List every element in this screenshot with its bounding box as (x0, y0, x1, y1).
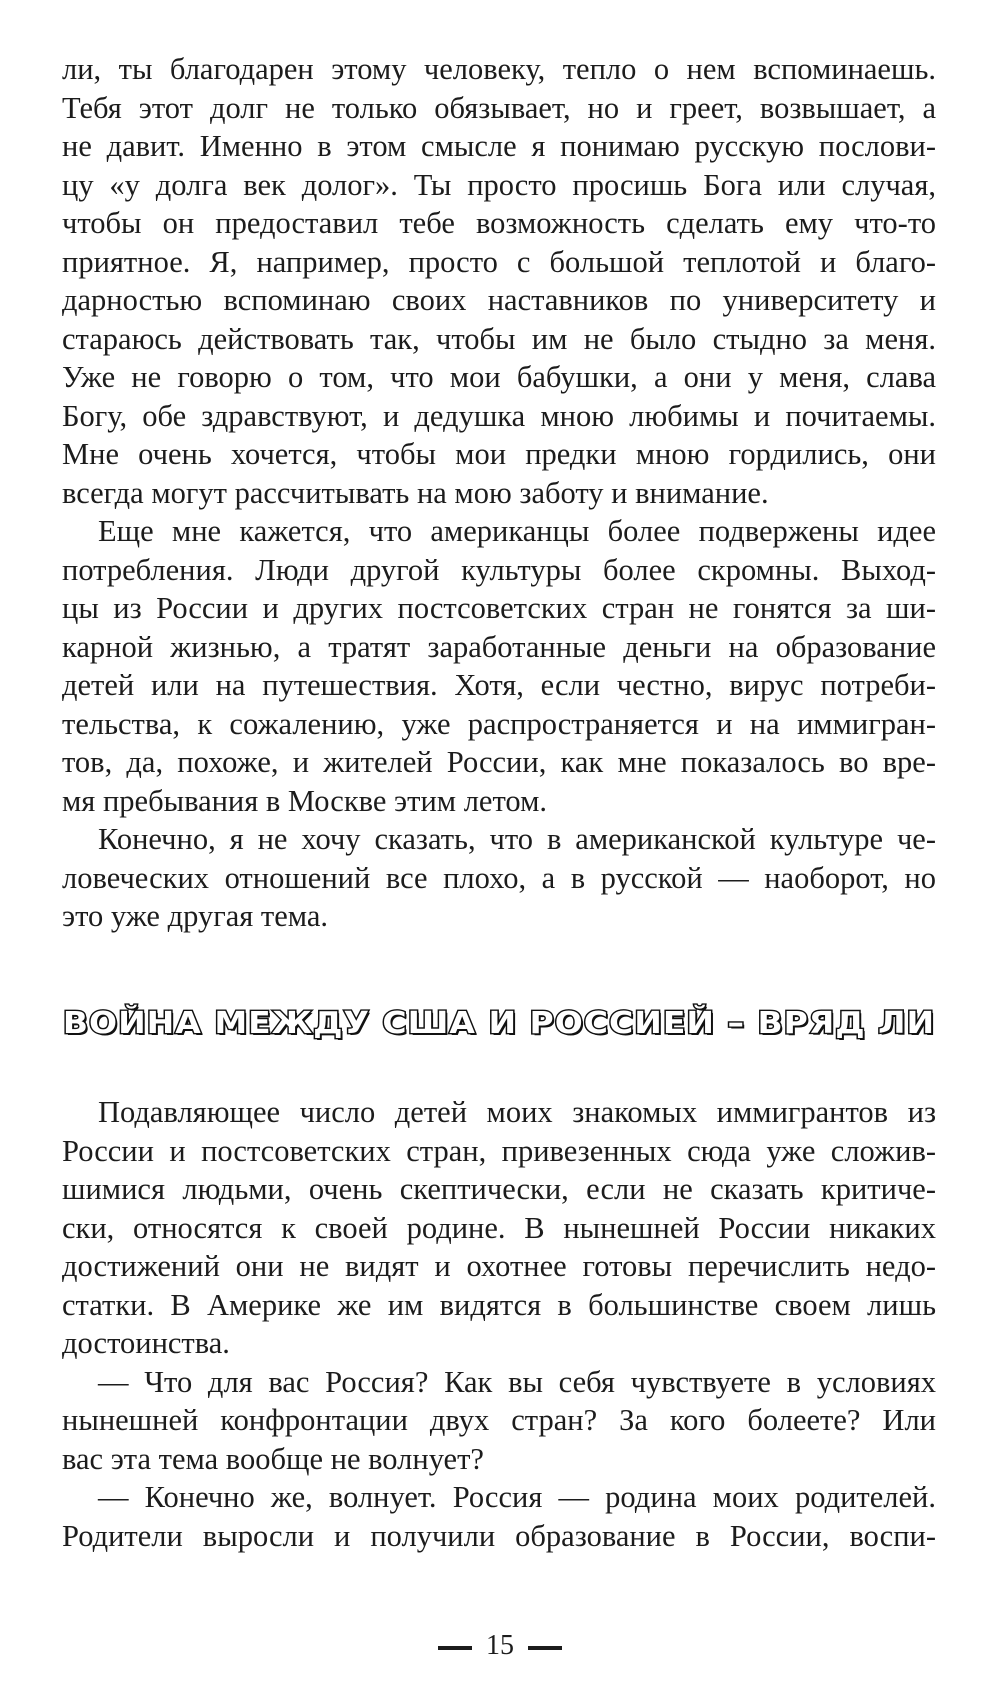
text-line: достижений они не видят и охотнее готовы перечислить недо- (62, 1249, 936, 1283)
text-line: тельства, к сожалению, уже распространяется и на иммигран- (62, 706, 936, 741)
text-line: Родители выросли и получили образование в России, воспи- (62, 1518, 936, 1553)
text-line: ловеческих отношений все плохо, а в русской — наоборот, но (62, 860, 936, 895)
text-line: Мне очень хочется, чтобы мои предки мною гордились, они (62, 437, 936, 471)
dash-right-decoration (528, 1646, 562, 1650)
text-line: чтобы он предоставил тебе возможность сделать ему что-то (62, 206, 936, 240)
text-line: вас эта тема вообще не волнует? (62, 1441, 484, 1476)
text-line: Богу, обе здравствуют, и дедушка мною любимы и почитаемы. (62, 398, 936, 433)
text-line: статки. В Америке же им видятся в большинстве своем лишь (62, 1287, 936, 1322)
section-heading (62, 996, 936, 1048)
text-line: это уже другая тема. (62, 899, 329, 933)
text-block-bottom (62, 1093, 936, 1555)
dash-left-decoration (438, 1646, 472, 1650)
text-line: цы из России и других постсоветских стран не гонятся за ши- (62, 591, 936, 625)
text-line: ли, ты благодарен этому человеку, тепло о нем вспоминаешь. (62, 52, 936, 86)
page-number: 15 (486, 1630, 514, 1661)
text-line: стараюсь действовать так, чтобы им не было стыдно за меня. (62, 321, 936, 356)
text-line: дарностью вспоминаю своих наставников по университету и (62, 283, 936, 317)
text-line: нынешней конфронтации двух стран? За кого болеете? Или (62, 1403, 936, 1437)
text-line: цу «у долга век долог». Ты просто просишь Бога или случая, (62, 167, 936, 202)
text-line: — Конечно же, волнует. Россия — родина моих родителей. (98, 1480, 936, 1514)
text-line: потребления. Люди другой культуры более скромны. Выход- (62, 552, 936, 587)
text-line: детей или на путешествия. Хотя, если честно, вирус потреби- (62, 668, 936, 702)
text-line: всегда могут рассчитывать на мою заботу и внимание. (62, 475, 769, 510)
text-line: Уже не говорю о том, что мои бабушки, а они у меня, слава (62, 360, 936, 394)
text-line: Тебя этот долг не только обязывает, но и греет, возвышает, а (62, 90, 936, 125)
text-line: Еще мне кажется, что американцы более подвержены идее (98, 514, 936, 548)
text-line: мя пребывания в Москве этим летом. (62, 783, 547, 818)
section-heading-text: ВОЙНА МЕЖДУ США И РОССИЕЙ – ВРЯД ЛИ (62, 1004, 936, 1040)
page-footer (0, 1629, 1000, 1663)
text-line: ски, относятся к своей родине. В нынешней России никаких (62, 1210, 936, 1245)
text-line: карной жизнью, а тратят заработанные деньги на образование (62, 629, 936, 664)
text-line: — Что для вас Россия? Как вы себя чувствуете в условиях (98, 1364, 936, 1399)
text-block-top (62, 50, 936, 936)
text-line: тов, да, похоже, и жителей России, как мне показалось во вре- (62, 745, 936, 779)
text-line: не давит. Именно в этом смысле я понимаю русскую послови- (62, 129, 936, 163)
text-line: приятное. Я, например, просто с большой теплотой и благо- (62, 244, 936, 279)
text-line: достоинства. (62, 1326, 230, 1360)
text-line: России и постсоветских стран, привезенных сюда уже сложив- (62, 1133, 936, 1168)
text-line: шимися людьми, очень скептически, если не сказать критиче- (62, 1172, 936, 1206)
text-line: Конечно, я не хочу сказать, что в американской культуре че- (98, 822, 936, 856)
text-line: Подавляющее число детей моих знакомых иммигрантов из (98, 1095, 936, 1129)
